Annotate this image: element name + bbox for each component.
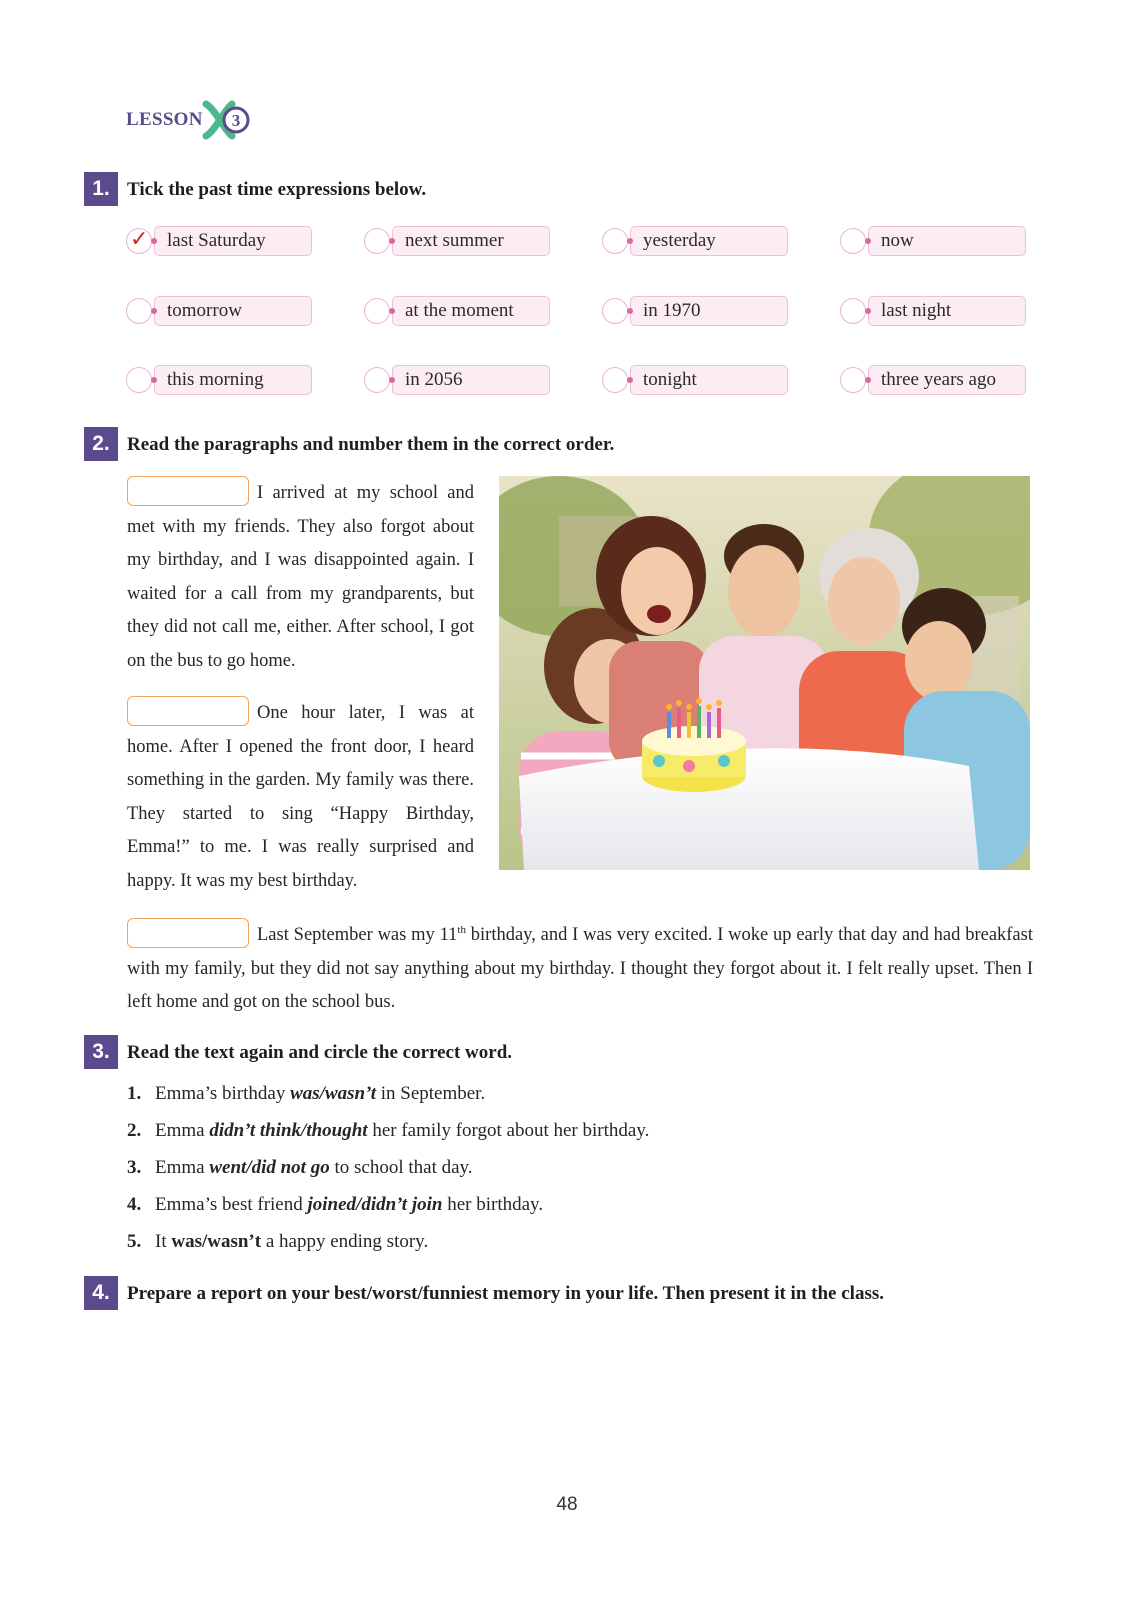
answer-choice[interactable]: joined/didn’t join xyxy=(307,1194,443,1215)
lesson-label: LESSON xyxy=(126,109,203,130)
tick-checkbox[interactable] xyxy=(364,367,390,393)
tick-checkbox[interactable] xyxy=(364,298,390,324)
order-input-b[interactable] xyxy=(127,696,249,726)
paragraph-c-text-after: birthday, and I was very excited. I woke up early that day and had breakfast with my family, but they did not say anything about my birthday. I thought they forgot about it. I felt really upset. Then I left home and got on the school bus. xyxy=(127,925,1033,1013)
tick-item-three-years-ago[interactable] xyxy=(840,365,1026,397)
tick-item-tomorrow[interactable] xyxy=(126,296,312,328)
paragraph-b-text: One hour later, I was at home. After I opened the front door, I heard something in the garden. My family was there. They started to sing “Happy Birthday, Emma!” to me. I was really surprised and happy. It was my best birthday. xyxy=(127,703,474,891)
dot-icon xyxy=(865,377,871,383)
answer-choice[interactable]: went/did not go xyxy=(209,1157,330,1178)
tick-checkbox[interactable] xyxy=(364,228,390,254)
dot-icon xyxy=(627,308,633,314)
dot-icon xyxy=(865,308,871,314)
answer-choice[interactable]: didn’t think/thought xyxy=(209,1120,368,1141)
question-text: It xyxy=(155,1231,172,1252)
tick-item-at-the-moment[interactable] xyxy=(364,296,550,328)
ex4-instruction: Prepare a report on your best/worst/funniest memory in your life. Then present it in the class. xyxy=(127,1283,884,1304)
dot-icon xyxy=(389,377,395,383)
question-2 xyxy=(127,1112,649,1149)
tick-label: last night xyxy=(868,296,1026,326)
order-input-a[interactable] xyxy=(127,476,249,506)
question-3 xyxy=(127,1149,649,1186)
dot-icon xyxy=(627,238,633,244)
question-text: Emma xyxy=(155,1157,210,1178)
tick-checkbox[interactable] xyxy=(602,228,628,254)
tick-checkbox[interactable] xyxy=(602,367,628,393)
dot-icon xyxy=(151,377,157,383)
lesson-badge-icon xyxy=(202,100,254,140)
tick-label: in 1970 xyxy=(630,296,788,326)
dot-icon xyxy=(151,238,157,244)
tick-checkbox[interactable] xyxy=(840,298,866,324)
paragraph-a-text: I arrived at my school and met with my friends. They also forgot about my birthday, and I was disappointed again. I waited for a call from my grandparents, but they did not call me, either. After school, I got on the bus to go home. xyxy=(127,483,474,671)
question-number: 1. xyxy=(127,1083,142,1104)
page-number: 48 xyxy=(556,1494,578,1515)
tick-label: this morning xyxy=(154,365,312,395)
dot-icon xyxy=(151,308,157,314)
answer-choice[interactable]: was/wasn’t xyxy=(290,1083,376,1104)
ex4-number: 4. xyxy=(84,1276,118,1310)
question-text: Emma’s birthday xyxy=(155,1083,291,1104)
tick-item-now[interactable] xyxy=(840,226,1026,258)
tick-label: in 2056 xyxy=(392,365,550,395)
ex3-number: 3. xyxy=(84,1035,118,1069)
tick-item-yesterday[interactable] xyxy=(602,226,788,258)
tick-item-last-night[interactable] xyxy=(840,296,1026,328)
ex1-instruction: Tick the past time expressions below. xyxy=(127,179,427,200)
question-number: 2. xyxy=(127,1120,142,1141)
paragraph-b xyxy=(127,696,474,898)
dot-icon xyxy=(389,238,395,244)
dot-icon xyxy=(389,308,395,314)
paragraph-a xyxy=(127,476,474,678)
tick-checkbox[interactable] xyxy=(840,367,866,393)
ordinal-suffix: th xyxy=(457,924,466,936)
tick-label: at the moment xyxy=(392,296,550,326)
tick-label: now xyxy=(868,226,1026,256)
question-text: Emma’s best friend xyxy=(155,1194,308,1215)
tick-label: tonight xyxy=(630,365,788,395)
question-text: Emma xyxy=(155,1120,210,1141)
question-number: 3. xyxy=(127,1157,142,1178)
question-1 xyxy=(127,1075,649,1112)
paragraph-c xyxy=(127,914,1033,1020)
answer-choice[interactable]: was/wasn’t xyxy=(171,1231,262,1252)
tick-label: three years ago xyxy=(868,365,1026,395)
tick-item-in-2056[interactable] xyxy=(364,365,550,397)
question-text: to school that day. xyxy=(329,1157,473,1178)
tick-label: tomorrow xyxy=(154,296,312,326)
ex2-instruction: Read the paragraphs and number them in the correct order. xyxy=(127,434,615,455)
tick-checkbox[interactable] xyxy=(602,298,628,324)
tick-item-last-saturday[interactable] xyxy=(126,226,312,258)
question-text: in September. xyxy=(375,1083,486,1104)
tick-item-in-1970[interactable] xyxy=(602,296,788,328)
tick-label: yesterday xyxy=(630,226,788,256)
question-number: 4. xyxy=(127,1194,142,1215)
birthday-family-photo xyxy=(499,476,1030,870)
tick-item-this-morning[interactable] xyxy=(126,365,312,397)
question-number: 5. xyxy=(127,1231,142,1252)
question-5 xyxy=(127,1223,649,1260)
question-text: a happy ending story. xyxy=(261,1231,429,1252)
lesson-number: 3 xyxy=(231,111,241,130)
question-text: her family forgot about her birthday. xyxy=(367,1120,650,1141)
tick-item-next-summer[interactable] xyxy=(364,226,550,258)
tick-checkbox[interactable] xyxy=(126,298,152,324)
tick-checkbox[interactable] xyxy=(840,228,866,254)
tick-label: next summer xyxy=(392,226,550,256)
ex3-question-list xyxy=(127,1075,649,1260)
ex1-number: 1. xyxy=(84,172,118,206)
tick-label: last Saturday xyxy=(154,226,312,256)
tick-checkbox[interactable] xyxy=(126,367,152,393)
order-input-c[interactable] xyxy=(127,918,249,948)
paragraph-c-text-before: Last September was my 11 xyxy=(257,925,458,946)
tick-checkbox[interactable] xyxy=(126,228,152,254)
tick-item-tonight[interactable] xyxy=(602,365,788,397)
check-mark-icon: ✓ xyxy=(130,227,149,252)
ex2-number: 2. xyxy=(84,427,118,461)
ex3-instruction: Read the text again and circle the correct word. xyxy=(127,1042,513,1063)
question-text: her birthday. xyxy=(442,1194,544,1215)
dot-icon xyxy=(627,377,633,383)
dot-icon xyxy=(865,238,871,244)
question-4 xyxy=(127,1186,649,1223)
